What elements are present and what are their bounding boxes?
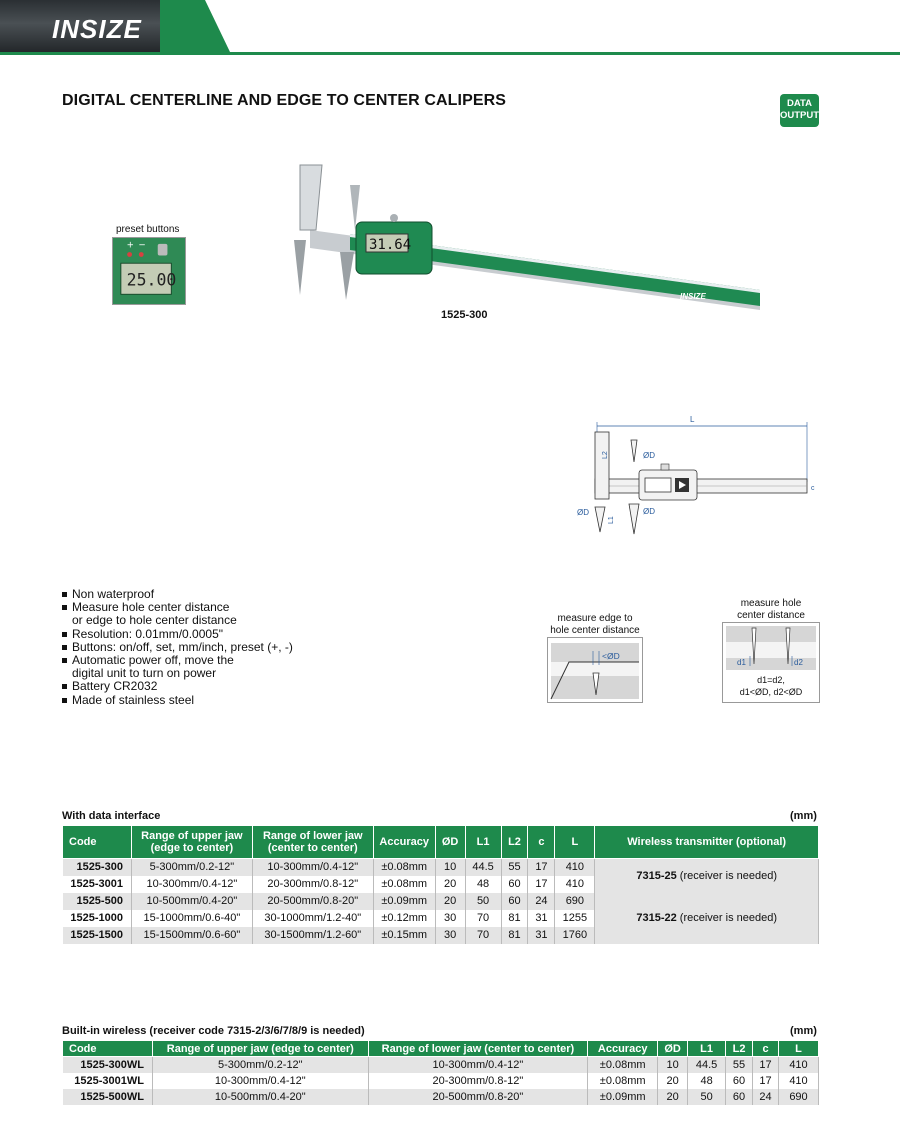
col-code: Code xyxy=(63,826,132,859)
svg-text:L2: L2 xyxy=(602,451,609,459)
wireless-cell xyxy=(595,893,819,944)
cell: 60 xyxy=(726,1073,753,1089)
cell-code: 1525-1000 xyxy=(63,910,132,927)
cell: 30 xyxy=(435,910,465,927)
cell-code: 1525-3001 xyxy=(63,876,132,893)
cell: 5-300mm/0.2-12" xyxy=(131,859,252,876)
caliper-product-photo xyxy=(290,160,770,310)
cell: 410 xyxy=(779,1057,819,1073)
header-rule xyxy=(0,52,900,55)
cell: 410 xyxy=(555,859,595,876)
cell: 10-300mm/0.4-12" xyxy=(131,876,252,893)
svg-text:d1: d1 xyxy=(737,658,746,667)
cell: 60 xyxy=(501,876,528,893)
cell: 17 xyxy=(753,1057,779,1073)
col-c: c xyxy=(753,1041,779,1057)
cell: 24 xyxy=(528,893,555,910)
header-band xyxy=(0,0,900,56)
cell-code: 1525-3001WL xyxy=(63,1073,153,1089)
cell: 60 xyxy=(501,893,528,910)
table-row xyxy=(63,859,819,876)
cell: ±0.08mm xyxy=(373,876,435,893)
spec-table-built-in-wireless xyxy=(62,1040,819,1105)
cell: 20 xyxy=(658,1089,688,1105)
spec-table-data-interface xyxy=(62,825,819,944)
cell: 10-500mm/0.4-20" xyxy=(131,893,252,910)
svg-text:d1<ØD, d2<ØD: d1<ØD, d2<ØD xyxy=(739,687,803,697)
cell: 10-500mm/0.4-20" xyxy=(152,1089,368,1105)
cell: 5-300mm/0.2-12" xyxy=(152,1057,368,1073)
cell: 17 xyxy=(528,876,555,893)
cell: 70 xyxy=(465,910,501,927)
feature-item: Automatic power off, move the xyxy=(60,654,293,667)
svg-text:25.00: 25.00 xyxy=(126,270,177,290)
cell: 690 xyxy=(779,1089,819,1105)
cell: ±0.12mm xyxy=(373,910,435,927)
cell: 50 xyxy=(688,1089,726,1105)
hole-diagram-label xyxy=(722,598,820,622)
cell: 48 xyxy=(688,1073,726,1089)
cell: 31 xyxy=(528,927,555,944)
cell: 10 xyxy=(658,1057,688,1073)
edge-to-center-diagram xyxy=(547,637,643,703)
preset-buttons-label: preset buttons xyxy=(116,224,180,235)
feature-item: Non waterproof xyxy=(60,588,293,601)
cell-code: 1525-300 xyxy=(63,859,132,876)
col-accuracy: Accuracy xyxy=(373,826,435,859)
cell: 15-1000mm/0.6-40" xyxy=(131,910,252,927)
cell: 20 xyxy=(658,1073,688,1089)
wireless-code: 7315-25 xyxy=(636,869,677,882)
svg-text:+: + xyxy=(126,240,134,251)
edge-label-line-2: hole center distance xyxy=(550,625,640,636)
cell: ±0.08mm xyxy=(588,1057,658,1073)
svg-text:INSIZE: INSIZE xyxy=(680,292,706,301)
cell-code: 1525-500WL xyxy=(63,1089,153,1105)
feature-item: Buttons: on/off, set, mm/inch, preset (+, -) xyxy=(60,641,293,654)
preset-buttons-photo xyxy=(112,237,186,305)
cell: 17 xyxy=(753,1073,779,1089)
cell: 410 xyxy=(779,1073,819,1089)
cell: 60 xyxy=(726,1089,753,1105)
svg-text:ØD: ØD xyxy=(643,451,655,460)
svg-text:d1=d2,: d1=d2, xyxy=(757,675,785,685)
feature-item: Battery CR2032 xyxy=(60,680,293,693)
cell: 17 xyxy=(528,859,555,876)
table1-unit: (mm) xyxy=(790,810,817,822)
table-row xyxy=(63,893,819,910)
cell: 690 xyxy=(555,893,595,910)
feature-item-continued: digital unit to turn on power xyxy=(72,666,217,681)
cell: 55 xyxy=(726,1057,753,1073)
svg-text:c: c xyxy=(811,485,815,492)
header-arrow-shape xyxy=(160,0,230,55)
cell: 410 xyxy=(555,876,595,893)
cell-code: 1525-500 xyxy=(63,893,132,910)
cell: 10-300mm/0.4-12" xyxy=(252,859,373,876)
cell: 30 xyxy=(435,927,465,944)
col-wireless: Wireless transmitter (optional) xyxy=(595,826,819,859)
cell: 81 xyxy=(501,927,528,944)
dimension-drawing xyxy=(565,412,825,542)
col-c: c xyxy=(528,826,555,859)
badge-line-2: OUTPUT xyxy=(780,110,820,121)
edge-diagram-label xyxy=(545,613,645,637)
svg-text:ØD: ØD xyxy=(643,507,655,516)
cell: 44.5 xyxy=(465,859,501,876)
page-title: DIGITAL CENTERLINE AND EDGE TO CENTER CALIPERS xyxy=(62,92,507,109)
col-accuracy: Accuracy xyxy=(588,1041,658,1057)
wireless-note: (receiver is needed) xyxy=(679,869,777,882)
cell: ±0.09mm xyxy=(373,893,435,910)
wireless-cell xyxy=(595,859,819,893)
feature-item: Resolution: 0.01mm/0.0005" xyxy=(60,628,293,641)
cell: 24 xyxy=(753,1089,779,1105)
cell: 20-300mm/0.8-12" xyxy=(252,876,373,893)
cell: ±0.08mm xyxy=(588,1073,658,1089)
svg-text:ØD: ØD xyxy=(577,508,589,517)
cell: 30-1000mm/1.2-40" xyxy=(252,910,373,927)
cell: 30-1500mm/1.2-60" xyxy=(252,927,373,944)
table2-header-row xyxy=(63,1041,819,1057)
table1-caption: With data interface xyxy=(62,810,161,822)
cell: 50 xyxy=(465,893,501,910)
cell: 55 xyxy=(501,859,528,876)
cell: 15-1500mm/0.6-60" xyxy=(131,927,252,944)
svg-text:L: L xyxy=(690,415,695,424)
cell: ±0.15mm xyxy=(373,927,435,944)
cell: 10-300mm/0.4-12" xyxy=(152,1073,368,1089)
cell: 1255 xyxy=(555,910,595,927)
cell: 10 xyxy=(435,859,465,876)
col-l2: L2 xyxy=(501,826,528,859)
cell: ±0.08mm xyxy=(373,859,435,876)
cell: 70 xyxy=(465,927,501,944)
col-l: L xyxy=(555,826,595,859)
cell: 1760 xyxy=(555,927,595,944)
cell: 10-300mm/0.4-12" xyxy=(368,1057,588,1073)
col-od: ØD xyxy=(658,1041,688,1057)
feature-item-continued: or edge to hole center distance xyxy=(72,613,237,628)
hole-center-diagram xyxy=(722,622,820,703)
svg-text:L1: L1 xyxy=(608,516,615,524)
svg-text:d2: d2 xyxy=(794,658,803,667)
svg-text:−: − xyxy=(138,240,146,251)
table-row xyxy=(63,1073,819,1089)
feature-item: Measure hole center distance xyxy=(60,601,293,614)
col-l1: L1 xyxy=(465,826,501,859)
table2-unit: (mm) xyxy=(790,1025,817,1037)
cell: 20-300mm/0.8-12" xyxy=(368,1073,588,1089)
col-lower-jaw: Range of lower jaw (center to center) xyxy=(252,826,373,859)
table2-caption: Built-in wireless (receiver code 7315-2/3/6/7/8/9 is needed) xyxy=(62,1025,365,1037)
cell-code: 1525-300WL xyxy=(63,1057,153,1073)
svg-text:31.64: 31.64 xyxy=(369,237,412,253)
brand-logo: INSIZE xyxy=(52,14,142,44)
cell: 20-500mm/0.8-20" xyxy=(368,1089,588,1105)
table-row xyxy=(63,1057,819,1073)
cell: 81 xyxy=(501,910,528,927)
table-row xyxy=(63,1089,819,1105)
feature-item: Made of stainless steel xyxy=(60,694,293,707)
col-l2: L2 xyxy=(726,1041,753,1057)
col-l: L xyxy=(779,1041,819,1057)
hole-label-line-2: center distance xyxy=(737,610,805,621)
edge-label-line-1: measure edge to xyxy=(557,613,633,624)
data-output-badge xyxy=(780,94,819,127)
cell: 44.5 xyxy=(688,1057,726,1073)
col-upper-jaw: Range of upper jaw (edge to center) xyxy=(131,826,252,859)
col-code: Code xyxy=(63,1041,153,1057)
badge-line-1: DATA xyxy=(787,98,812,109)
col-upper-jaw: Range of upper jaw (edge to center) xyxy=(152,1041,368,1057)
wireless-code: 7315-22 xyxy=(636,912,677,924)
cell: 20 xyxy=(435,893,465,910)
hole-label-line-1: measure hole xyxy=(740,598,802,609)
col-lower-jaw: Range of lower jaw (center to center) xyxy=(368,1041,588,1057)
cell: 20-500mm/0.8-20" xyxy=(252,893,373,910)
cell: 31 xyxy=(528,910,555,927)
cell: ±0.09mm xyxy=(588,1089,658,1105)
feature-list xyxy=(60,588,293,707)
svg-text:<ØD: <ØD xyxy=(602,651,620,661)
model-label: 1525-300 xyxy=(441,309,488,321)
col-od: ØD xyxy=(435,826,465,859)
cell: 20 xyxy=(435,876,465,893)
wireless-note: (receiver is needed) xyxy=(679,912,777,924)
cell: 48 xyxy=(465,876,501,893)
col-l1: L1 xyxy=(688,1041,726,1057)
table1-header-row xyxy=(63,826,819,859)
cell-code: 1525-1500 xyxy=(63,927,132,944)
